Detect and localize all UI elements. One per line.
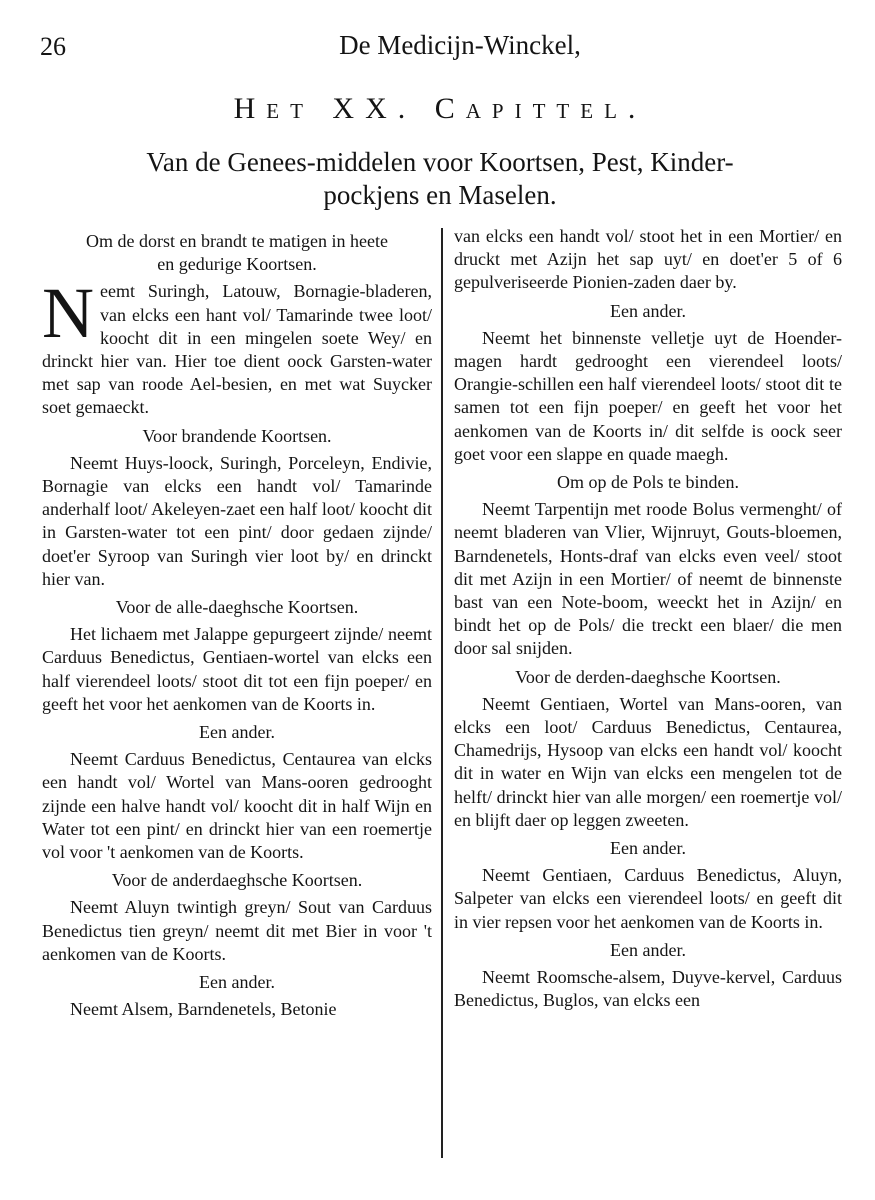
column-divider <box>441 228 443 1158</box>
section-heading <box>42 230 432 276</box>
recipe-paragraph: Het lichaem met Jalappe gepurgeert zijnde/ neemt Carduus Benedictus, Gentiaen-wortel van elcks een half vierendeel loots/ stoot dit tot een fijn poeper/ en geeft het voor het aenkomen van de Koorts in. <box>42 624 432 714</box>
left-column <box>42 225 432 1025</box>
recipe-paragraph: Neemt Carduus Benedictus, Centaurea van elcks een handt vol/ Wortel van Mans-ooren gedrooght zijnde een halve handt vol/ koocht dit in half Wijn en Water tot een pint/ en drinckt hier van een roemertje vol voor 't aenkomen van de Koorts. <box>42 749 432 863</box>
section-heading: Voor de derden-daeghsche Koortsen. <box>515 666 781 687</box>
recipe-paragraph: Neemt Alsem, Barndenetels, Betonie <box>70 999 337 1020</box>
section-heading: Een ander. <box>610 300 686 321</box>
running-title: De Medicijn-Winckel, <box>339 30 581 60</box>
recipe-paragraph: Neemt Roomsche-alsem, Duyve-kervel, Carduus Benedictus, Buglos, van elcks een <box>454 967 842 1011</box>
heading-line: Om de dorst en brandt te matigen in heete <box>86 231 388 251</box>
recipe-paragraph: van elcks een handt vol/ stoot het in een Mortier/ en druckt met Azijn het sap uyt/ en doet'er 5 of 6 gepulveriseerde Pionien-zaden daer by. <box>454 226 842 293</box>
section-heading: Voor de alle-daeghsche Koortsen. <box>115 597 359 618</box>
chapter-title: Het XX. Capittel. <box>233 92 647 125</box>
recipe-paragraph: Neemt Gentiaen, Carduus Benedictus, Aluyn, Salpeter van elcks een vierendeel loots/ en geeft dit in vier repsen voor het aenkomen van de Koorts in. <box>454 865 842 932</box>
section-heading: Voor brandende Koortsen. <box>142 425 332 446</box>
paragraph-text: eemt Suringh, Latouw, Bornagie-bladeren, van elcks een hant vol/ Tamarinde twee loot/ koocht dit in een mingelen soete Wey/ en drinckt hier van. Hier toe dient oock Garsten-water met sap van roode Ael-besien, en met wat Suycker soet gemaeckt. <box>42 281 432 418</box>
heading-line: en gedurige Koortsen. <box>157 254 317 275</box>
page-number: 26 <box>40 32 66 61</box>
section-heading: Een ander. <box>199 972 275 993</box>
chapter-subtitle <box>70 146 810 212</box>
recipe-paragraph: Neemt het binnenste velletje uyt de Hoender-magen hardt gedrooght een vierendeel loots/ Orangie-schillen een half vierendeel loots/ stoot dit te samen tot een fijn poeper/ en geeft het voor het aenkomen van de Koorts in/ dit selfde is oock seer goet voor een slappe en quade maegh. <box>454 327 842 464</box>
subtitle-line: Van de Genees-middelen voor Koortsen, Pest, Kinder- <box>146 147 734 177</box>
recipe-paragraph: Neemt Tarpentijn met roode Bolus vermenght/ of neemt bladeren van Vlier, Wijnruyt, Gouts-bloemen, Barndenetels, Honts-draf van elcks even veel/ stoot dit met Azijn in een Mortier/ of neemt de binnenste bast van een Note-boom, weeckt het in Azijn/ en bindt het op de Pols/ die treckt een blaer/ die men door sal snijden. <box>454 499 842 659</box>
recipe-paragraph: Neemt Huys-loock, Suringh, Porceleyn, Endivie, Bornagie van elcks een handt vol/ Tamarinde anderhalf loot/ Akeleyen-zaet een half loot/ koocht dit in Garsten-water tot een pint/ door gedaen zijnde/ doet'er Syroop van Suringh vier loot by/ en drinckt hier van. <box>42 452 432 589</box>
section-heading: Voor de anderdaeghsche Koortsen. <box>111 870 363 891</box>
recipe-paragraph: Neemt Aluyn twintigh greyn/ Sout van Carduus Benedictus tien greyn/ neemt dit met Bier in voor 't aenkomen van de Koorts. <box>42 897 432 964</box>
right-column <box>454 225 842 1016</box>
section-heading: Een ander. <box>199 722 275 743</box>
section-heading: Een ander. <box>610 838 686 859</box>
section-heading: Een ander. <box>610 939 686 960</box>
recipe-paragraph <box>42 273 432 419</box>
section-heading: Om op de Pols te binden. <box>557 472 739 493</box>
subtitle-line: pockjens en Maselen. <box>323 180 557 210</box>
recipe-paragraph: Neemt Gentiaen, Wortel van Mans-ooren, van elcks een loot/ Carduus Benedictus, Centaurea, Chamedrijs, Hysoop van elcks een handt vol/ koocht dit in water en Wijn van elcks een mengelen tot de helft/ drinckt hier van alle morgen/ een roemertje vol/ en blijft daer op leggen zweeten. <box>454 693 842 830</box>
drop-cap: N <box>42 273 94 354</box>
